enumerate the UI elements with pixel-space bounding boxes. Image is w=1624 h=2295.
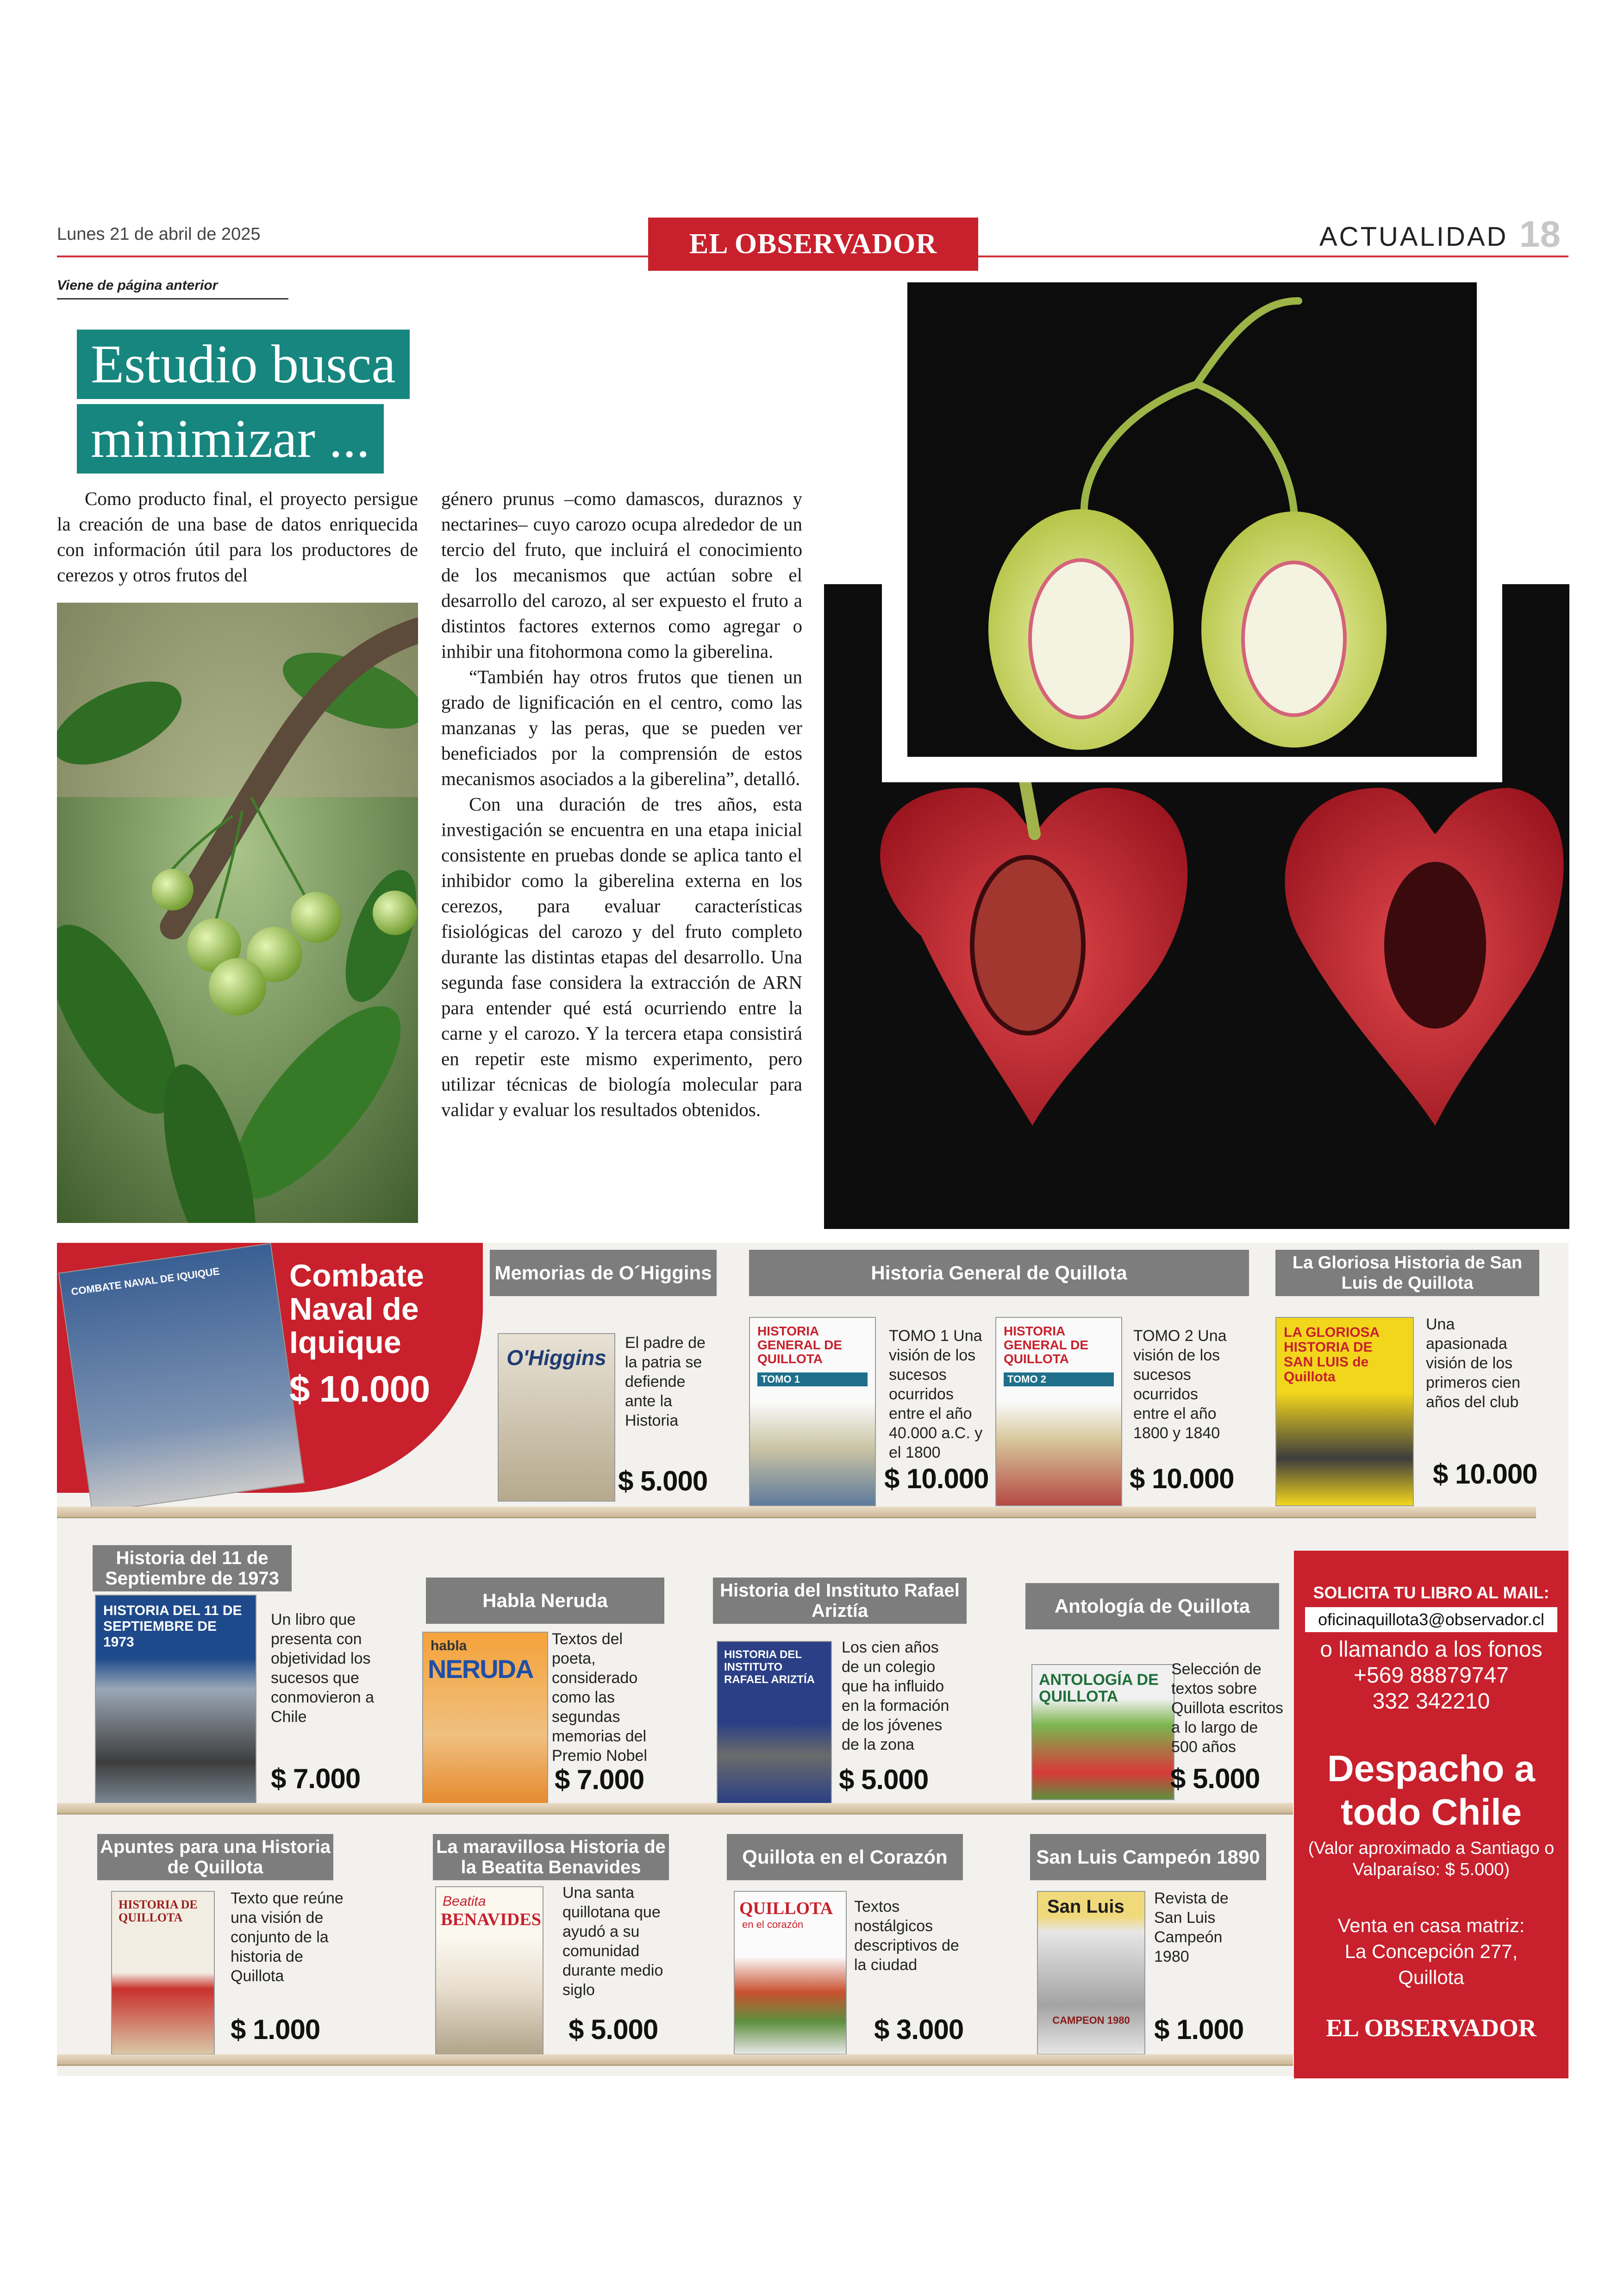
san-luis-historia-cover <box>1275 1317 1414 1506</box>
ohiggins-description: El padre de la patria se defiende ante la Historia <box>625 1334 706 1429</box>
corazon-description: Textos nostálgicos descriptivos de la ciudad <box>854 1898 959 1974</box>
cover-title: QUILLOTA <box>739 1899 833 1918</box>
san-luis-historia-description: Una apasionada visión de los primeros cien años del club <box>1426 1316 1521 1411</box>
septiembre-cover <box>95 1595 256 1805</box>
neruda-description: Textos del poeta, considerado como las segundas memorias del Premio Nobel <box>552 1630 647 1765</box>
corazon-price: $ 3.000 <box>874 2014 964 2045</box>
cut-unripe-cherries-photo <box>882 273 1502 782</box>
historia-general-tomo2-price: $ 10.000 <box>1130 1463 1234 1494</box>
phone-number-2: 332 342210 <box>1372 1689 1490 1714</box>
historia-general-badge: Historia General de Quillota <box>749 1250 1249 1296</box>
cherry-branch-photo <box>57 603 418 1223</box>
cover-title: ANTOLOGÍA DE QUILLOTA <box>1039 1671 1159 1705</box>
shelf <box>57 1803 1293 1815</box>
paragraph: Como producto final, el proyecto persigue la creación de una base de datos enriquecida con información útil para los productores de cerezos y otros frutos del <box>57 488 418 586</box>
ohiggins-price: $ 5.000 <box>618 1466 708 1497</box>
cover-title: NERUDA <box>428 1654 533 1684</box>
section-name: ACTUALIDAD <box>1319 222 1508 252</box>
cover-subtitle: habla <box>431 1638 467 1653</box>
headline-line-2: minimizar ... <box>77 404 384 474</box>
instituto-price: $ 5.000 <box>839 1764 929 1795</box>
order-request-label: SOLICITA TU LIBRO AL MAIL: <box>1313 1583 1549 1602</box>
corazon-cover <box>734 1891 847 2055</box>
cover-title: O'Higgins <box>506 1346 606 1370</box>
neruda-badge: Habla Neruda <box>426 1578 664 1624</box>
paragraph: Con una duración de tres años, esta investigación se encuentra en una etapa inicial consistente en pruebas donde se aplica tanto el inhibidor como la giberelina externa en los cerezos, para evaluar características fisiológicas del carozo y del fruto completo durante las distintas etapas del desarrollo. Una segunda fase considera la extracción de ARN para entender qué está ocurriendo entre la carne y el carozo. Y la tercera etapa consistirá en repetir este mismo experimento, pero utilizar técnicas de biología molecular para validar y evaluar los resultados obtenidos. <box>441 793 802 1120</box>
article-column-1 <box>57 486 418 588</box>
sale-label: Venta en casa matriz: <box>1337 1915 1525 1936</box>
paragraph: género prunus –como damascos, duraznos y nectarines– cuyo carozo ocupa alrededor de un tercio del fruto, que incluirá el conocimiento de los mecanismos que actúan sobre el desarrollo del carozo, al ser expuesto el fruto a distintos factores externos como agregar o inhibir una fitohormona como la giberelina. <box>441 488 802 662</box>
cover-subtitle: CAMPEON 1980 <box>1052 2014 1130 2026</box>
beatita-description: Una santa quillotana que ayudó a su comunidad durante medio siglo <box>562 1884 663 1999</box>
san-luis-historia-price: $ 10.000 <box>1433 1459 1537 1490</box>
neruda-cover <box>422 1632 548 1805</box>
order-email: oficinaquillota3@observador.cl <box>1305 1607 1557 1632</box>
san-luis-historia-badge: La Gloriosa Historia de San Luis de Quillota <box>1275 1250 1539 1296</box>
historia-general-tomo1-price: $ 10.000 <box>884 1463 989 1494</box>
sale-address: La Concepción 277, Quillota <box>1344 1940 1518 1988</box>
antologia-badge: Antología de Quillota <box>1025 1583 1279 1629</box>
order-info-panel <box>1294 1551 1568 2078</box>
cover-title: LA GLORIOSA HISTORIA DE SAN LUIS de Quillota <box>1284 1325 1380 1384</box>
combate-naval-cover <box>58 1243 305 1513</box>
call-label: o llamando a los fonos <box>1320 1637 1543 1662</box>
cover-title: HISTORIA DEL 11 DE SEPTIEMBRE DE 1973 <box>103 1603 242 1650</box>
instituto-badge: Historia del Instituto Rafael Ariztía <box>713 1578 967 1624</box>
septiembre-price: $ 7.000 <box>271 1763 361 1794</box>
headline-line-1: Estudio busca <box>77 330 410 399</box>
historia-general-tomo1-description: TOMO 1 Una visión de los sucesos ocurridos entre el año 40.000 a.C. y el 1800 <box>889 1327 983 1461</box>
campeon-price: $ 1.000 <box>1154 2014 1244 2045</box>
historia-general-tomo1-cover <box>749 1317 876 1506</box>
septiembre-description: Un libro que presenta con objetividad los sucesos que conmovieron a Chile <box>271 1611 375 1726</box>
tomo-label: TOMO 1 <box>757 1372 868 1386</box>
issue-date: Lunes 21 de abril de 2025 <box>57 225 261 244</box>
cover-subtitle: Beatita <box>443 1894 486 1909</box>
beatita-cover <box>435 1886 543 2055</box>
cover-title: HISTORIA DEL INSTITUTO RAFAEL ARIZTÍA <box>724 1648 815 1686</box>
shelf <box>57 2054 1293 2066</box>
corazon-badge: Quillota en el Corazón <box>727 1834 963 1880</box>
cover-title: San Luis <box>1047 1896 1124 1917</box>
cover-title: HISTORIA GENERAL DE QUILLOTA <box>757 1324 843 1366</box>
cover-title: BENAVIDES <box>441 1910 541 1929</box>
antologia-description: Selección de textos sobre Quillota escritos a lo largo de 500 años <box>1171 1660 1283 1756</box>
apuntes-price: $ 1.000 <box>231 2014 320 2045</box>
newspaper-logo: EL OBSERVADOR <box>648 218 978 271</box>
article-column-2 <box>441 486 802 1123</box>
shelf <box>57 1507 1536 1518</box>
phone-number-1: +569 88879747 <box>1353 1663 1509 1688</box>
ohiggins-cover <box>498 1333 615 1502</box>
ohiggins-badge: Memorias de O´Higgins <box>490 1250 717 1296</box>
campeon-badge: San Luis Campeón 1890 <box>1030 1834 1266 1880</box>
antologia-cover <box>1031 1664 1174 1800</box>
campeon-description: Revista de San Luis Campeón 1980 <box>1154 1890 1229 1965</box>
neruda-price: $ 7.000 <box>555 1764 644 1795</box>
combate-naval-title: Combate Naval de Iquique <box>289 1258 424 1360</box>
antologia-price: $ 5.000 <box>1170 1763 1260 1794</box>
sidebar-logo: EL OBSERVADOR <box>1326 2014 1537 2042</box>
instituto-cover <box>717 1641 832 1805</box>
cover-title: COMBATE NAVAL DE IQUIQUE <box>70 1265 220 1298</box>
tomo-label: TOMO 2 <box>1004 1372 1114 1386</box>
septiembre-badge: Historia del 11 de Septiembre de 1973 <box>93 1545 292 1591</box>
apuntes-description: Texto que reúne una visión de conjunto de la historia de Quillota <box>231 1890 344 1985</box>
combate-naval-price: $ 10.000 <box>289 1368 430 1409</box>
campeon-cover <box>1037 1891 1145 2055</box>
dispatch-cost-note: (Valor aproximado a Santiago o Valparaíso: $ 5.000) <box>1308 1839 1555 1879</box>
dispatch-label: Despacho a todo Chile <box>1327 1748 1536 1833</box>
apuntes-badge: Apuntes para una Historia de Quillota <box>97 1834 333 1880</box>
historia-general-tomo2-description: TOMO 2 Una visión de los sucesos ocurridos entre el año 1800 y 1840 <box>1133 1327 1227 1442</box>
historia-general-tomo2-cover <box>995 1317 1122 1506</box>
cover-title: HISTORIA DE QUILLOTA <box>119 1898 198 1924</box>
instituto-description: Los cien años de un colegio que ha influido en la formación de los jóvenes de la zona <box>842 1639 949 1753</box>
continued-label: Viene de página anterior <box>57 278 288 299</box>
beatita-price: $ 5.000 <box>568 2014 658 2045</box>
beatita-badge: La maravillosa Historia de la Beatita Benavides <box>433 1834 669 1880</box>
page-number: 18 <box>1519 213 1561 255</box>
cover-subtitle: en el corazón <box>742 1919 804 1930</box>
cover-title: HISTORIA GENERAL DE QUILLOTA <box>1004 1324 1089 1366</box>
apuntes-cover <box>111 1891 215 2055</box>
paragraph: “También hay otros frutos que tienen un grado de lignificación en el centro, como las manzanas y las peras, que se pueden ver beneficiados por la comprensión de estos mecanismos asociados a la giberelina”, detalló. <box>441 666 802 789</box>
